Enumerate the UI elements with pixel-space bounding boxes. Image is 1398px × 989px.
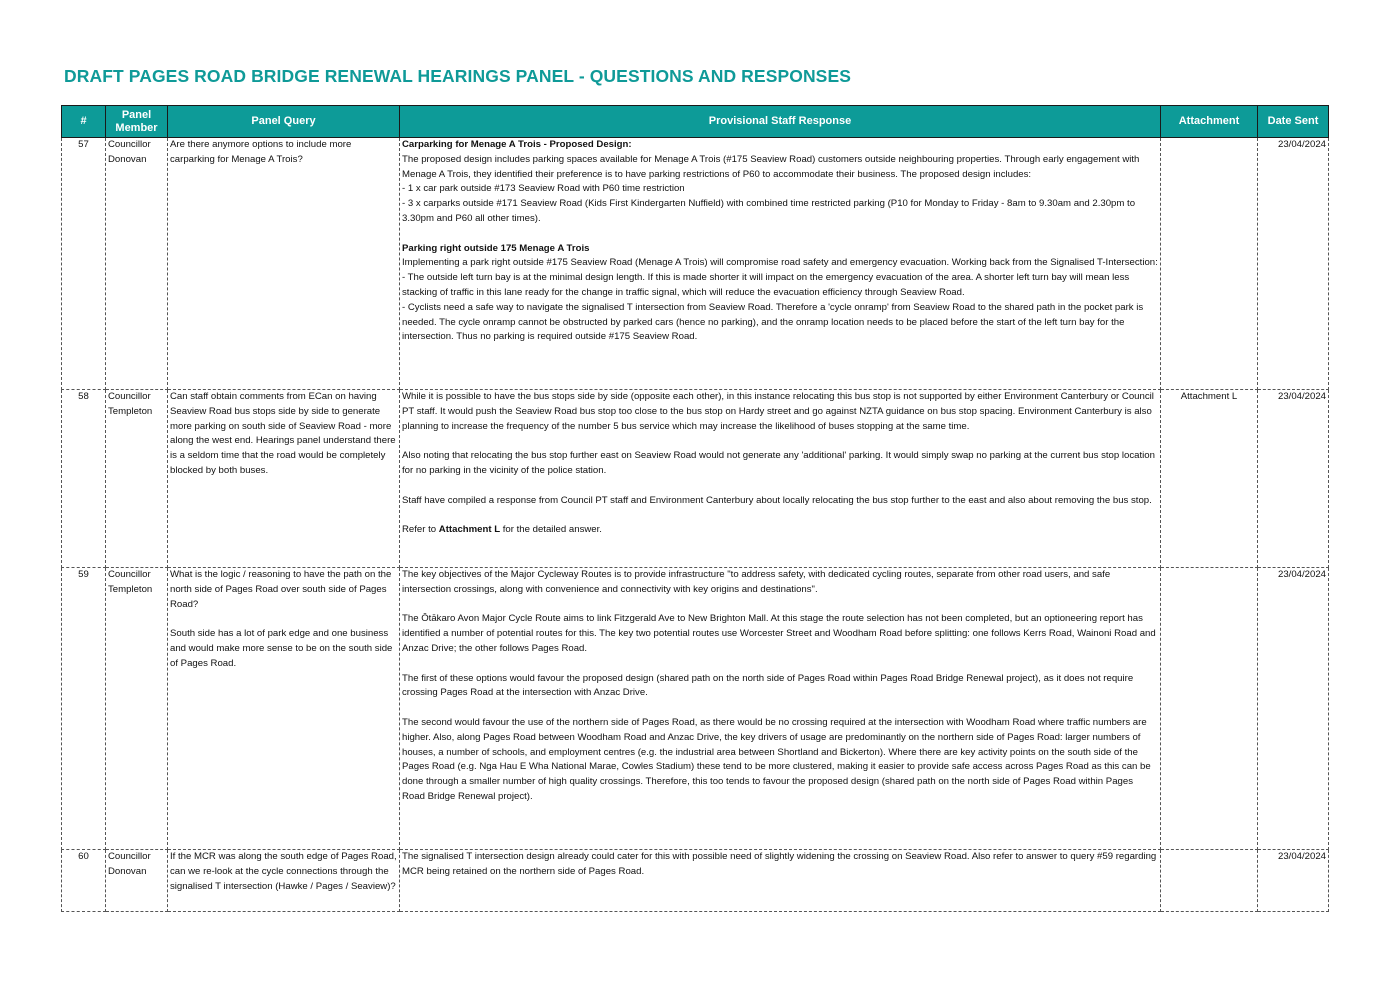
row-number: 60 [62,850,106,912]
staff-response [400,390,1161,568]
response-paragraph: The key objectives of the Major Cycleway Routes is to provide infrastructure "to address safety, with dedicated cycling routes, separate from other road users, and safe intersection crossings, along with convenience and connectivity with key origins and destinations". [402,569,1111,595]
col-header-date: Date Sent [1258,106,1329,138]
attachment-cell [1161,850,1258,912]
panel-member: Councillor Templeton [106,390,168,568]
panel-query: Can staff obtain comments from ECan on having Seaview Road bus stops side by side to generate more parking on south side of Seaview Road - more along the west end. Hearings panel understand there is a seldom time that the road would be completely blocked by both buses. [168,390,400,568]
response-heading: Carparking for Menage A Trois - Proposed Design: [402,139,632,150]
response-paragraph: The first of these options would favour the proposed design (shared path on the north side of Pages Road within Pages Road Bridge Renewal project), as it does not require crossing Pages Road at the intersection with Anzac Drive. [402,672,1134,699]
response-paragraph: The proposed design includes parking spaces available for Menage A Trois (#175 Seaview Road) customers outside neighbouring properties. Through early engagement with Menage A Trois, they identified their preference is to have parking restrictions of P60 to accommodate their business. The proposed design includes: [402,153,1140,180]
response-paragraph: - 1 x car park outside #173 Seaview Road with P60 time restriction [402,183,685,195]
response-paragraph: The second would favour the use of the northern side of Pages Road, as there would be no crossing required at the intersection with Woodham Road where traffic numbers are higher. Also, along Pages Road between Woodham Road and Anzac Drive, the key drivers of usage are predominantly on the northern side of Pages Road: larger numbers of houses, a number of schools, and employment centres (e.g. the industrial area between Shortland and Bickerton). Where there are key activity points on the south side of the Pages Road (e.g. Nga Hau E Wha National Marae, Cowles Stadium) these tend to be more clustered, making it easier to provide safe access across Pages Road as this can be done through a smaller number of high quality crossings. Therefore, this too tends to favour the proposed design (shared path on the north side of Pages Road within Pages Road Bridge Renewal project). [402,716,1151,802]
row-number: 57 [62,138,106,390]
date-sent: 23/04/2024 [1258,568,1329,850]
col-header-num: # [62,106,106,138]
col-header-member: Panel Member [106,106,168,138]
questions-table [61,105,1329,912]
attachment-cell [1161,138,1258,390]
response-paragraph: - 3 x carparks outside #171 Seaview Road (Kids First Kindergarten Nuffield) with combined time restricted parking (P10 for Monday to Friday - 8am to 9.30am and 2.30pm to 3.30pm and P60 all other times). [402,198,1136,224]
response-paragraph: Refer to Attachment L for the detailed answer. [402,524,602,536]
response-paragraph: Implementing a park right outside #175 Seaview Road (Menage A Trois) will compromise road safety and emergency evacuation. Working back from the Signalised T-Intersection: [402,257,1158,269]
date-sent: 23/04/2024 [1258,850,1329,912]
query-paragraph: What is the logic / reasoning to have the path on the north side of Pages Road over south side of Pages Road? [170,569,392,610]
response-paragraph: Staff have compiled a response from Council PT staff and Environment Canterbury about locally relocating the bus stop further to the east and also about removing the bus stop. [402,494,1152,506]
panel-query: Are there anymore options to include more carparking for Menage A Trois? [168,138,400,390]
response-heading: Parking right outside 175 Menage A Trois [402,242,590,254]
attachment-cell [1161,568,1258,850]
response-paragraph: - The outside left turn bay is at the minimal design length. If this is made shorter it will impact on the emergency evacuation of the area. A shorter left turn bay will mean less stacking of traffic in this lane ready for the change in traffic signal, which will reduce the evacuation efficiency through Seaview Road. [402,272,1130,298]
header-row [62,106,1329,138]
col-header-query: Panel Query [168,106,400,138]
panel-query: If the MCR was along the south edge of Pages Road, can we re-look at the cycle connections through the signalised T intersection (Hawke / Pages / Seaview)? [168,850,400,912]
table-row [62,390,1329,568]
panel-member: Councillor Donovan [106,138,168,390]
row-number: 59 [62,568,106,850]
response-paragraph: The Ōtākaro Avon Major Cycle Route aims to link Fitzgerald Ave to New Brighton Mall. At this stage the route selection has not been completed, but an optioneering report has identified a number of potential routes for this. The key two potential routes use Worcester Street and Woodham Road before splitting: one follows Kerrs Road, Wainoni Road and Anzac Drive; the other follows Pages Road. [402,613,1156,654]
response-paragraph: - Cyclists need a safe way to navigate the signalised T intersection from Seaview Road. Therefore a 'cycle onramp' from Seaview Road to the shared path in the pocket park is needed. The cycle onramp cannot be obstructed by parked cars (hence no parking), and the onramp location needs to be placed before the start of the left turn bay for the intersection. Thus no parking is required outside #175 Seaview Road. [402,301,1144,343]
staff-response [400,850,1161,912]
attachment-cell: Attachment L [1161,390,1258,568]
col-header-attachment: Attachment [1161,106,1258,138]
response-paragraph: Also noting that relocating the bus stop further east on Seaview Road would not generate any 'additional' parking. It would simply swap no parking at the current bus stop location for no parking in the vicinity of the police station. [402,450,1155,476]
row-number: 58 [62,390,106,568]
date-sent: 23/04/2024 [1258,138,1329,390]
panel-query [168,568,400,850]
attachment-reference: Attachment L [438,524,501,536]
table-row [62,568,1329,850]
date-sent: 23/04/2024 [1258,390,1329,568]
page-title: DRAFT PAGES ROAD BRIDGE RENEWAL HEARINGS PANEL - QUESTIONS AND RESPONSES [64,66,852,86]
response-paragraph: The signalised T intersection design already could cater for this with possible need of slightly widening the crossing on Seaview Road. Also refer to answer to query #59 regarding MCR being retained on the northern side of Pages Road. [402,851,1157,877]
col-header-response: Provisional Staff Response [400,106,1161,138]
panel-member: Councillor Donovan [106,850,168,912]
query-paragraph: South side has a lot of park edge and one business and would make more sense to be on the south side of Pages Road. [170,628,393,669]
table-row [62,850,1329,912]
table-row [62,138,1329,390]
response-paragraph: While it is possible to have the bus stops side by side (opposite each other), in this instance relocating this bus stop is not supported by either Environment Canterbury or Council PT staff. It would push the Seaview Road bus stop too close to the bus stop on Hardy street and go against NZTA guidance on bus stop spacing. Environment Canterbury is also planning to increase the frequency of the number 5 bus service which may increase the likelihood of buses stopping at the same time. [402,391,1154,432]
panel-member: Councillor Templeton [106,568,168,850]
staff-response [400,568,1161,850]
staff-response [400,138,1161,390]
